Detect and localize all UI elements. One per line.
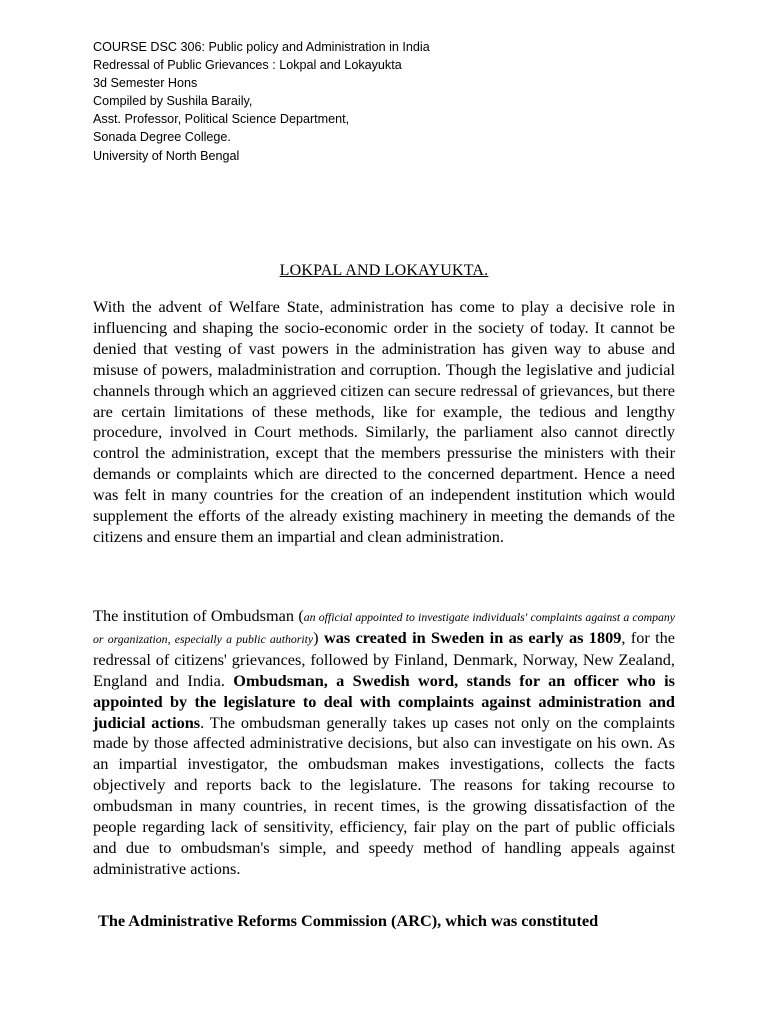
ombudsman-definition-bold: Ombudsman, a Swedish word, stands for an officer who is appointed by the legislature to deal with complaints against administration and judicial actions	[93, 670, 676, 732]
paragraph-ombudsman	[93, 606, 675, 880]
ombudsman-text-countries: , for the redressal of citizens' grievances, followed by Finland, Denmark, Norway, New Zealand, England and India.	[93, 627, 675, 690]
header-line-college: Sonada Degree College.	[93, 130, 231, 145]
ombudsman-sweden-1809: was created in Sweden in as early as 1809	[323, 627, 622, 647]
document-title: LOKPAL AND LOKAYUKTA.	[279, 262, 489, 279]
course-header	[93, 38, 430, 165]
header-line-designation: Asst. Professor, Political Science Department,	[93, 112, 350, 127]
header-line-compiler: Compiled by Sushila Baraily,	[93, 94, 253, 109]
header-line-course: COURSE DSC 306: Public policy and Administration in India	[93, 40, 430, 54]
paragraph-welfare-state: With the advent of Welfare State, administration has come to play a decisive role in influencing and shaping the socio-economic order in the society of today. It cannot be denied that vesting of vast powers in the administration has given way to abuse and misuse of powers, maladministration and corruption. Though the legislative and judicial channels through which an aggrieved citizen can secure redressal of grievances, but there are certain limitations of these methods, like for example, the tedious and lengthy procedure, involved in Court methods. Similarly, the parliament also cannot directly control the administration, except that the members pressurise the ministers with their demands or complaints which are directed to the concerned department. Hence a need was felt in many countries for the creation of an independent institution which would supplement the efforts of the already existing machinery in meeting the demands of the citizens and ensure them an impartial and clean administration.	[93, 297, 675, 546]
ombudsman-definition: an official appointed to investigate individuals' complaints against a company or organization, especially a public authority	[93, 610, 676, 646]
paragraph-arc-start: The Administrative Reforms Commission (ARC), which was constituted	[98, 911, 599, 930]
header-line-semester: 3d Semester Hons	[93, 76, 198, 91]
header-line-university: University of North Bengal	[93, 148, 240, 163]
header-line-topic: Redressal of Public Grievances : Lokpal and Lokayukta	[93, 58, 402, 73]
ombudsman-text-rest: . The ombudsman generally takes up cases not only on the complaints made by those affected administrative decisions, but also can investigate on his own. As an impartial investigator, the ombudsman makes investigations, collects the facts objectively and reports back to the legislature. The reasons for taking recourse to ombudsman in many countries, in recent times, is the growing dissatisfaction of the people regarding lack of sensitivity, efficiency, fair play on the part of public officials and due to ombudsman's simple, and speedy method of handling appeals against administrative actions.	[93, 712, 675, 878]
ombudsman-text-close-paren: )	[313, 627, 324, 647]
ombudsman-text-intro: The institution of Ombudsman (	[93, 606, 304, 625]
